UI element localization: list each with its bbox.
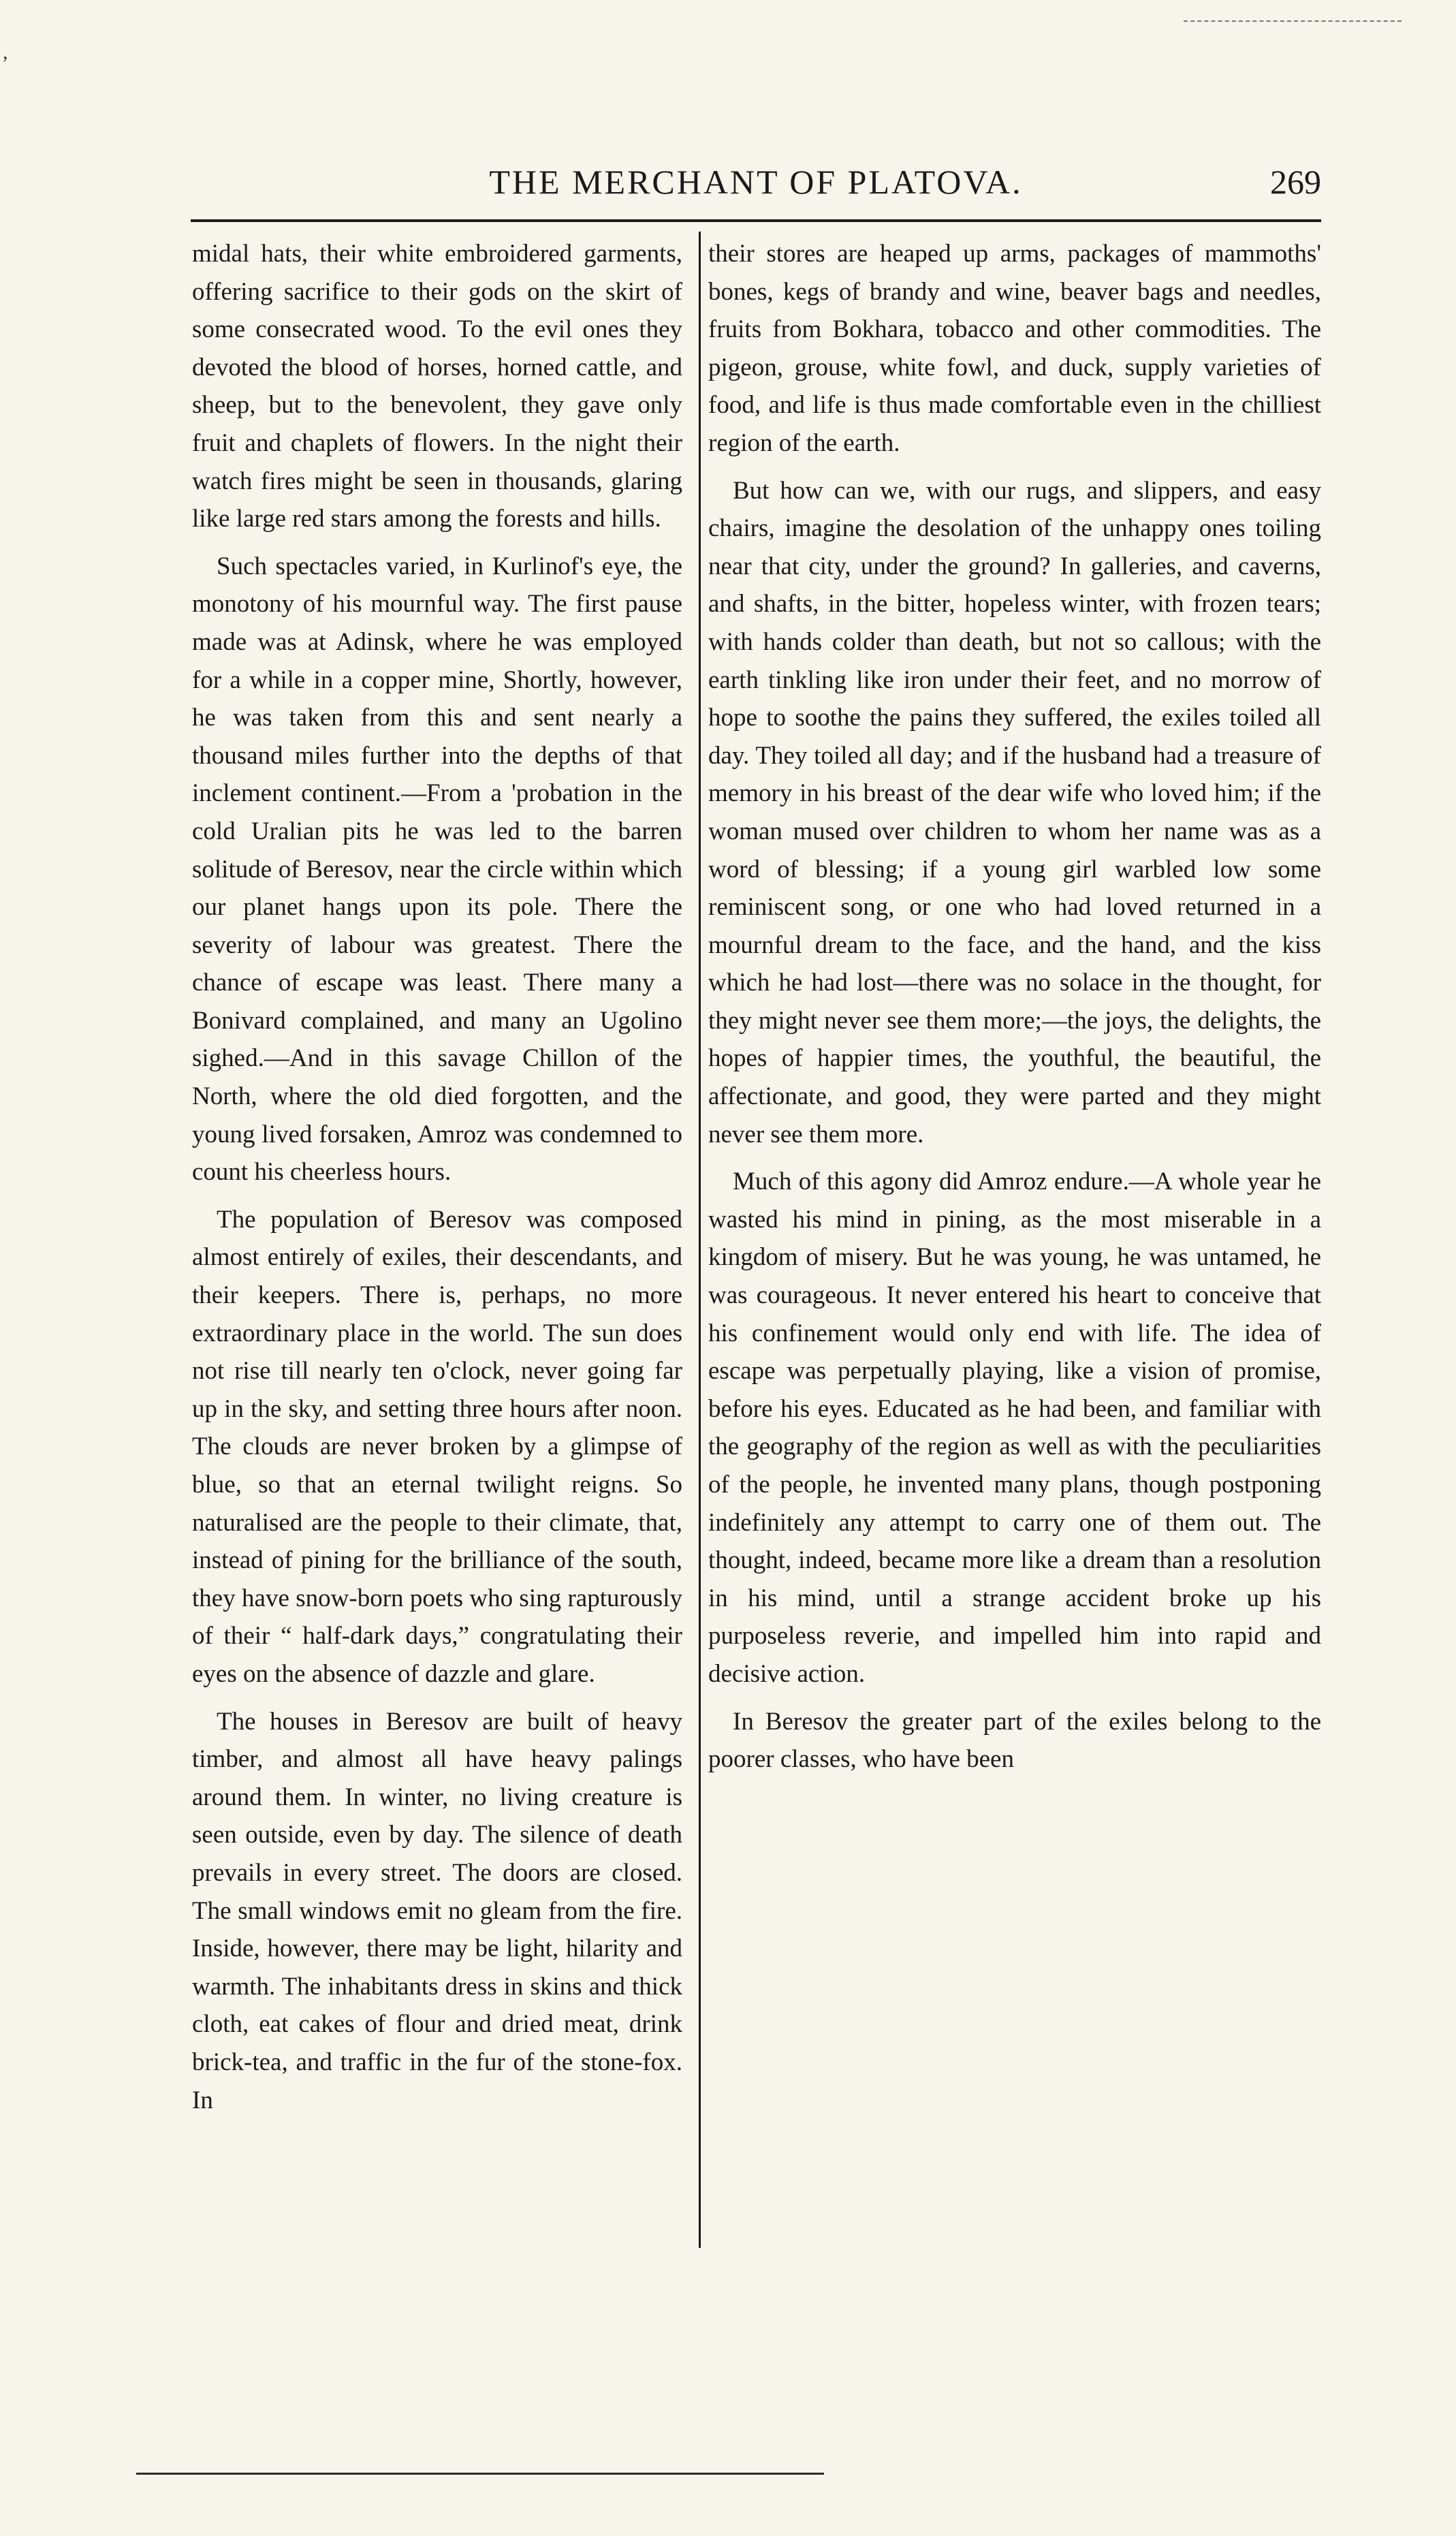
header-rule [191,219,1321,222]
paragraph: But how can we, with our rugs, and slippers, and easy chairs, imagine the desolation of the unhappy ones toiling near that city, under the ground? In galleries, and caverns, and shafts, in the bitter, hopeless winter, with frozen tears; with hands colder than death, but not so callous; with the earth tinkling like iron under their feet, and no morrow of hope to soothe the pains they suffered, the exiles toiled all day. They toiled all day; and if the husband had a treasure of memory in his breast of the dear wife who loved him; if the woman mused over children to whom her name was as a word of blessing; if a young girl warbled low some reminiscent song, or one who had loved returned in a mournful dream to the face, and the hand, and the kiss which he had lost—there was no solace in the thought, for they might never see them more;—the joys, the delights, the hopes of happier times, the youthful, the beautiful, the affectionate, and good, they were parted and they might never see them more. [708,476,1321,1148]
left-column [192,235,682,2129]
page-header [191,162,1321,210]
paragraph: midal hats, their white embroidered garments, offering sacrifice to their gods on the skirt of some consecrated wood. To the evil ones they devoted the blood of horses, horned cattle, and sheep, but to the benevolent, they gave only fruit and chaplets of flowers. In the night their watch fires might be seen in thousands, glaring like large red stars among the forests and hills. [192,240,682,533]
running-title: THE MERCHANT OF PLATOVA. [489,163,1023,201]
paragraph: The population of Beresov was composed almost entirely of exiles, their descendants, and their keepers. There is, perhaps, no more extraordinary place in the world. The sun does not rise till nearly ten o'clock, never going far up in the sky, and setting three hours after noon. The clouds are never broken by a glimpse of blue, so that an eternal twilight reigns. So naturalised are the people to their climate, that, instead of pining for the brilliance of the south, they have snow-born poets who sing rapturously of their “ half-dark days,” congratulating their eyes on the absence of dazzle and glare. [192,1205,682,1688]
page-number: 269 [1270,163,1321,201]
right-column [708,235,1321,1788]
paragraph: In Beresov the greater part of the exiles belong to the poorer classes, who have been [708,1707,1321,1774]
paragraph: The houses in Beresov are built of heavy timber, and almost all have heavy palings around them. In winter, no living creature is seen outside, even by day. The silence of death prevails in every street. The doors are closed. The small windows emit no gleam from the fire. Inside, however, there may be light, hilarity and warmth. The inhabitants dress in skins and thick cloth, eat cakes of flour and dried meat, drink brick-tea, and traffic in the fur of the stone-fox. In [192,1707,682,2114]
margin-mark: , [3,41,8,63]
paragraph: Much of this agony did Amroz endure.—A whole year he wasted his mind in pining, as the most miserable in a kingdom of misery. But he was young, he was untamed, he was courageous. It never entered his heart to conceive that his confinement would only end with life. The idea of escape was perpetually playing, like a vision of promise, before his eyes. Educated as he had been, and familiar with the geography of the region as well as with the peculiarities of the people, he invented many plans, though postponing indefinitely any attempt to carry one of them out. The thought, indeed, became more like a dream than a resolution in his mind, until a strange accident broke up his purposeless reverie, and impelled him into rapid and decisive action. [708,1168,1321,1688]
footer-rule [136,2473,824,2475]
top-edge-marks [1184,20,1402,23]
paragraph: Such spectacles varied, in Kurlinof's eye, the monotony of his mournful way. The first pause made was at Adinsk, where he was employed for a while in a copper mine, Shortly, however, he was taken from this and sent nearly a thousand miles further into the depths of that inclement continent.—From a 'probation in the cold Uralian pits he was led to the barren solitude of Beresov, near the circle within which our planet hangs upon its pole. There the severity of labour was greatest. There the chance of escape was least. There many a Bonivard complained, and many an Ugolino sighed.—And in this savage Chillon of the North, where the old died forgotten, and the young lived forsaken, Amroz was condemned to count his cheerless hours. [192,552,682,1187]
column-divider [699,232,701,2248]
paragraph: their stores are heaped up arms, packages of mammoths' bones, kegs of brandy and wine, beaver bags and needles, fruits from Bokhara, tobacco and other commodities. The pigeon, grouse, white fowl, and duck, supply varieties of food, and life is thus made comfortable even in the chilliest region of the earth. [708,240,1321,457]
